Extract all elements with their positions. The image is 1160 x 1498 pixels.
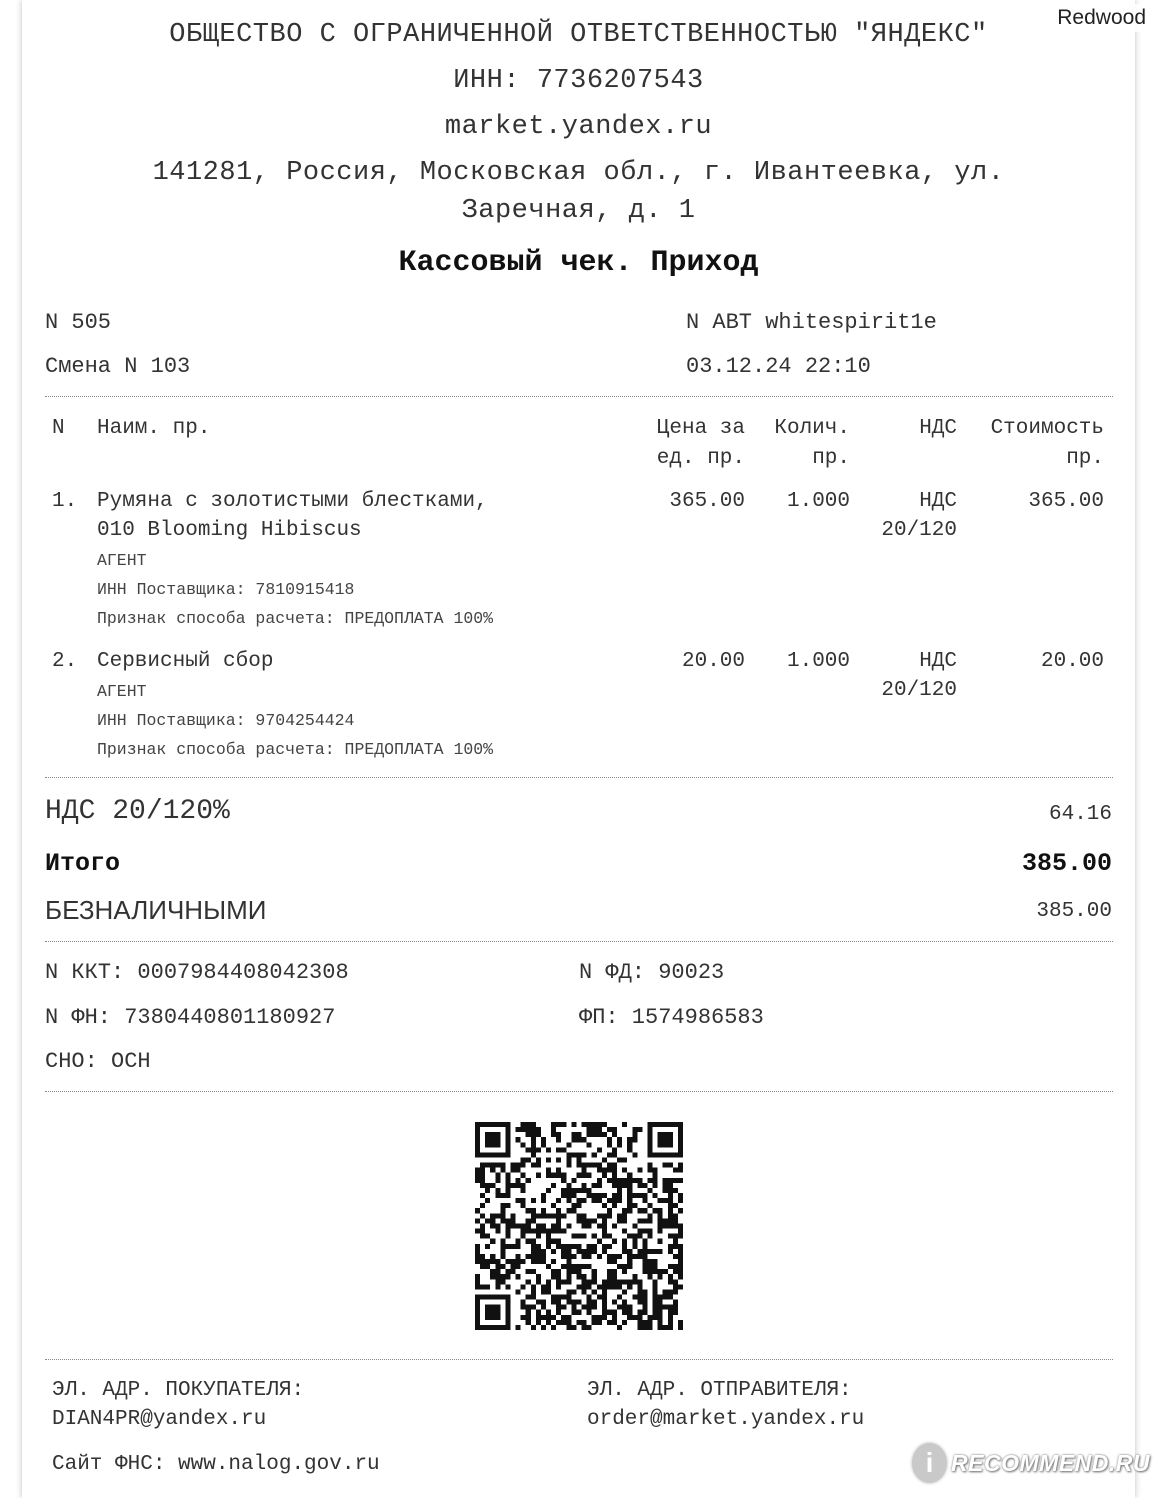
item-vat-2: 20/120 [881,519,957,542]
col-qty-2: пр. [812,447,850,470]
item-payment-method: Признак способа расчета: ПРЕДОПЛАТА 100% [97,609,494,628]
receipt-number: N 505 [45,310,112,335]
col-cost-2: пр. [1066,447,1104,470]
item-agent: АГЕНТ [97,682,147,701]
item-vat-1: НДС [919,490,957,513]
separator [45,1359,1113,1360]
fns-site: Сайт ФНС: www.nalog.gov.ru [52,1453,380,1476]
col-price-1: Цена за [656,417,745,440]
item-qty: 1.000 [786,650,850,673]
company-name: ОБЩЕСТВО С ОГРАНИЧЕННОЙ ОТВЕТСТВЕННОСТЬЮ "ЯНДЕКС" [169,20,988,50]
col-n: N [52,417,65,440]
company-inn: ИНН: 7736207543 [453,66,704,96]
item-name-line-2: 010 Blooming Hibiscus [97,519,362,542]
brand-badge-icon: i [912,1443,947,1483]
buyer-email: DIAN4PR@yandex.ru [52,1408,267,1431]
vat-total-label: НДС 20/120% [45,796,230,827]
col-price-2: ед. пр. [656,447,745,470]
item-vat-2: 20/120 [881,679,957,702]
fn-number: N ФН: 7380440801180927 [45,1005,336,1030]
cashless-label: БЕЗНАЛИЧНЫМИ [45,895,267,925]
item-cost: 20.00 [1040,650,1104,673]
item-supplier-inn: ИНН Поставщика: 7810915418 [97,580,355,599]
buyer-email-label: ЭЛ. АДР. ПОКУПАТЕЛЯ: [52,1379,305,1402]
separator [45,777,1113,778]
col-name: Наим. пр. [97,417,211,440]
item-supplier-inn: ИНН Поставщика: 9704254424 [97,711,355,730]
item-qty: 1.000 [786,490,850,513]
item-price: 20.00 [681,650,745,673]
item-payment-method: Признак способа расчета: ПРЕДОПЛАТА 100% [97,740,494,759]
item-price: 365.00 [669,490,745,513]
shift-number: Смена N 103 [45,354,191,379]
address-line-1: 141281, Россия, Московская обл., г. Ивантеевка, ул. [152,158,1005,188]
total-label: Итого [45,849,121,878]
separator [45,1091,1113,1092]
address-line-2: Заречная, д. 1 [461,196,696,226]
item-agent: АГЕНТ [97,551,147,570]
sender-email: order@market.yandex.ru [587,1408,865,1431]
col-cost-1: Стоимость [990,417,1104,440]
vat-total-value: 64.16 [1048,803,1112,826]
brand-watermark [912,1440,1150,1486]
col-vat: НДС [919,417,957,440]
item-index: 2. [52,650,78,673]
cashless-value: 385.00 [1036,900,1112,923]
col-qty-1: Колич. [774,417,850,440]
item-name-line-1: Румяна с золотистыми блестками, [97,490,488,513]
user-watermark: Redwood [1053,4,1150,32]
total-value: 385.00 [1021,849,1112,878]
company-site: market.yandex.ru [444,112,713,142]
fp-number: ФП: 1574986583 [579,1005,764,1030]
fd-number: N ФД: 90023 [579,960,725,985]
separator [45,941,1113,942]
receipt-title: Кассовый чек. Приход [398,246,759,280]
machine-number: N АВТ whitespirit1e [686,310,937,335]
item-index: 1. [52,490,78,513]
kkt-number: N ККТ: 0007984408042308 [45,960,349,985]
item-name-line-1: Сервисный сбор [97,650,274,673]
item-cost: 365.00 [1028,490,1104,513]
item-vat-1: НДС [919,650,957,673]
tax-system: СНО: ОСН [45,1049,151,1074]
sender-email-label: ЭЛ. АДР. ОТПРАВИТЕЛЯ: [587,1379,852,1402]
receipt-datetime: 03.12.24 22:10 [686,354,871,379]
brand-watermark-text: RECOMMEND.RU [951,1449,1150,1476]
qr-code-icon [475,1122,683,1330]
separator [45,396,1113,397]
